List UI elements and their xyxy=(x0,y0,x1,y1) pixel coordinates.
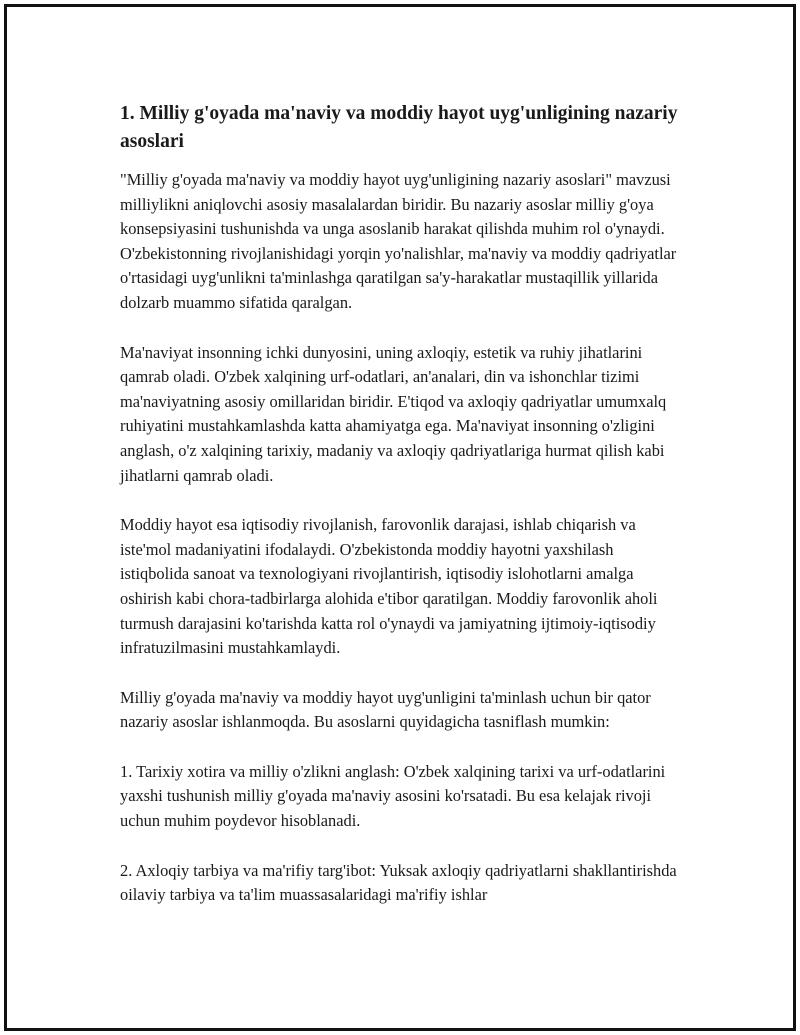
page-frame xyxy=(4,4,796,1031)
paragraph-spirituality: Ma'naviyat insonning ichki dunyosini, uning axloqiy, estetik va ruhiy jihatlarini qamrab oladi. O'zbek xalqining urf-odatlari, an'analari, din va ishonchlar tizimi ma'naviyatning asosiy omillaridan biridir. E'tiqod va axloqiy qadriyatlar umumxalq ruhiyatini mustahkamlashda katta ahamiyatga ega. Ma'naviyat insonning o'zligini anglash, o'z xalqining tarixiy, madaniy va axloqiy qadriyatlariga hurmat qilish kabi jihatlarni qamrab oladi. xyxy=(120,342,667,485)
paragraph-intro: "Milliy g'oyada ma'naviy va moddiy hayot uyg'unligining nazariy asoslari" mavzusi milliylikni aniqlovchi asosiy masalalardan biridir. Bu nazariy asoslar milliy g'oya konsepsiyasini tushunishda va unga asoslanib harakat qilishda muhim rol o'ynaydi. O'zbekistonning rivojlanishidagi yorqin yo'nalishlar, ma'naviy va moddiy qadriyatlar o'rtasidagi uyg'unlikni ta'minlashga qaratilgan sa'y-harakatlar mustaqillik yillarida dolzarb muammo sifatida qaralgan. xyxy=(120,170,677,312)
list-item-historical-memory: 1. Tarixiy xotira va milliy o'zlikni anglash: O'zbek xalqining tarixi va urf-odatlarini yaxshi tushunish milliy g'oyada ma'naviy asosini ko'rsatadi. Bu esa kelajak rivoji uchun muhim poydevor hisoblanadi. xyxy=(120,761,666,831)
document-title: 1. Milliy g'oyada ma'naviy va moddiy hayot uyg'unligining nazariy asoslari xyxy=(120,103,678,152)
paragraph-theoretical-bases: Milliy g'oyada ma'naviy va moddiy hayot uyg'unligini ta'minlash uchun bir qator nazariy asoslar ishlanmoqda. Bu asoslarni quyidagicha tasniflash mumkin: xyxy=(120,687,651,732)
paragraph-material-life: Moddiy hayot esa iqtisodiy rivojlanish, farovonlik darajasi, ishlab chiqarish va iste'mol madaniyatini ifodalaydi. O'zbekistonda moddiy hayotni yaxshilash istiqbolida sanoat va texnologiyani rivojlantirish, iqtisodiy islohotlarni amalga oshirish kabi chora-tadbirlarga alohida e'tibor qaratilgan. Moddiy farovonlik aholi turmush darajasini ko'tarishda katta rol o'ynaydi va jamiyatning ijtimoiy-iqtisodiy infratuzilmasini mustahkamlaydi. xyxy=(120,515,658,658)
list-item-moral-education: 2. Axloqiy tarbiya va ma'rifiy targ'ibot: Yuksak axloqiy qadriyatlarni shakllantirishda oilaviy tarbiya va ta'lim muassasalaridagi ma'rifiy ishlar xyxy=(120,860,677,905)
document-body xyxy=(120,100,680,933)
